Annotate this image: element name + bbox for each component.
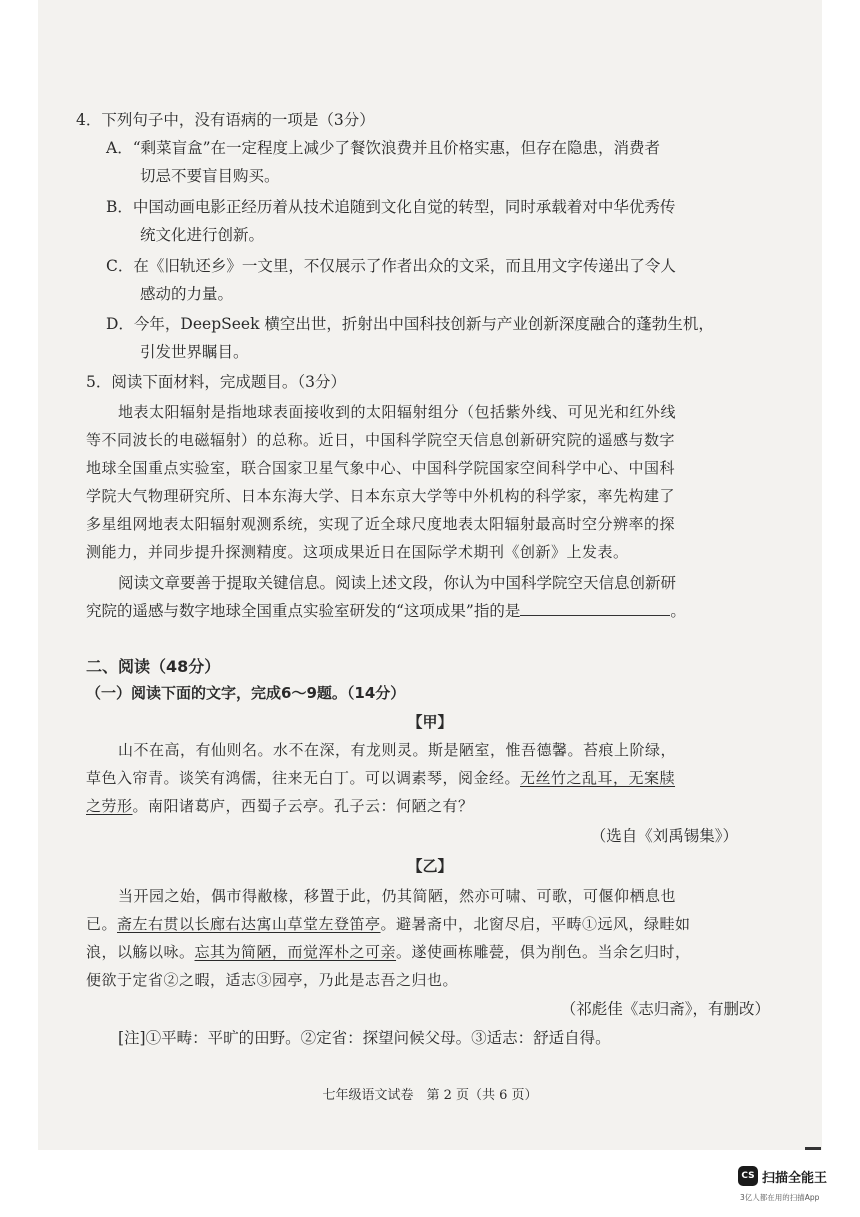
jia-text: 。南阳诸葛庐，西蜀子云亭。孔子云：何陋之有？	[132, 797, 474, 815]
jia-heading: 【甲】	[407, 713, 453, 731]
q5-passage-line: 地表太阳辐射是指地球表面接收到的太阳辐射组分（包括紫外线、可见光和红外线	[118, 403, 677, 421]
section-title: 二、阅读（48分）	[86, 657, 221, 676]
q5-question-period: 。	[670, 602, 686, 620]
jia-line: 山不在高，有仙则名。水不在深，有龙则灵。斯是陋室，惟吾德馨。苔痕上阶绿，	[118, 741, 677, 759]
q5-passage-line: 多星组网地表太阳辐射观测系统，实现了近全球尺度地表太阳辐射最高时空分辨率的探	[86, 515, 676, 533]
jia-source: （选自《刘禹锡集》）	[590, 827, 738, 845]
q4-option-b-line2: 统文化进行创新。	[140, 226, 265, 244]
yi-source: （祁彪佳《志归斋》，有删改）	[560, 1000, 770, 1018]
q5-passage-line: 等不同波长的电磁辐射）的总称。近日，中国科学院空天信息创新研究院的遥感与数字	[86, 431, 676, 449]
yi-heading: 【乙】	[407, 857, 453, 875]
q5-stem: 5．阅读下面材料，完成题目。（3分）	[86, 373, 346, 391]
scan-edge-mark	[805, 1147, 821, 1150]
yi-line	[86, 942, 691, 962]
page-footer: 七年级语文试卷 第 2 页（共 6 页）	[322, 1088, 538, 1103]
yi-line: 当开园之始，偶市得敝椽，移置于此，仍其简陋，然亦可啸、可歌，可偃仰栖息也	[118, 887, 677, 905]
jia-line	[86, 796, 474, 816]
q5-question-text: 究院的遥感与数字地球全国重点实验室研发的“这项成果”指的是	[86, 602, 521, 620]
q4-option-a-line1: A．“剩菜盲盒”在一定程度上减少了餐饮浪费并且价格实惠，但存在隐患，消费者	[106, 139, 661, 157]
q4-option-d-line1: D．今年，DeepSeek 横空出世，折射出中国科技创新与产业创新深度融合的蓬勃生机，	[106, 315, 714, 333]
yi-text: 浪，以觞以咏。	[86, 943, 195, 961]
camscanner-logo-icon: CS	[738, 1166, 758, 1186]
q5-passage-line: 测能力，并同步提升探测精度。这项成果近日在国际学术期刊《创新》上发表。	[86, 543, 629, 561]
q5-passage-line: 学院大气物理研究所、日本东海大学、日本东京大学等中外机构的科学家，率先构建了	[86, 487, 676, 505]
yi-text: 已。	[86, 915, 118, 933]
jia-underlined-text: 无丝竹之乱耳，无案牍	[520, 769, 676, 787]
q4-option-c-line1: C．在《旧轨还乡》一文里，不仅展示了作者出众的文采，而且用文字传递出了令人	[106, 257, 676, 275]
q5-question-line1: 阅读文章要善于提取关键信息。阅读上述文段，你认为中国科学院空天信息创新研	[118, 574, 677, 592]
yi-underlined-text: 忘其为简陋，而觉浑朴之可亲	[194, 943, 397, 961]
jia-text: 草色入帘青。谈笑有鸿儒，往来无白丁。可以调素琴，阅金经。	[86, 769, 521, 787]
yi-text: 。遂使画栋雕甍，俱为削色。当余乞归时，	[396, 943, 691, 961]
q4-option-b-line1: B．中国动画电影正经历着从技术追随到文化自觉的转型，同时承载着对中华优秀传	[106, 198, 676, 216]
q4-option-d-line2: 引发世界瞩目。	[140, 343, 249, 361]
q4-option-a-line2: 切忌不要盲目购买。	[140, 167, 280, 185]
answer-blank[interactable]	[520, 601, 670, 616]
yi-line	[86, 914, 691, 934]
subsection-title: （一）阅读下面的文字，完成6～9题。（14分）	[86, 684, 406, 702]
q4-stem: 4．下列句子中，没有语病的一项是（3分）	[76, 111, 375, 129]
jia-underlined-text: 之劳形	[86, 797, 133, 815]
q5-question-line2	[86, 601, 686, 621]
yi-underlined-text: 斋左右贯以长廊右达寓山草堂左登笛亭	[117, 915, 381, 933]
q5-passage-line: 地球全国重点实验室，联合国家卫星气象中心、中国科学院国家空间科学中心、中国科	[86, 459, 676, 477]
yi-line: 便欲于定省②之暇，适志③园亭，乃此是志吾之归也。	[86, 971, 459, 989]
q4-option-c-line2: 感动的力量。	[140, 285, 234, 303]
watermark-brand: 扫描全能王	[762, 1171, 828, 1186]
jia-line	[86, 768, 675, 788]
yi-text: 。避暑斋中，北窗尽启，平畴①远风，绿畦如	[380, 915, 691, 933]
yi-notes: [注]①平畴：平旷的田野。②定省：探望问候父母。③适志：舒适自得。	[118, 1029, 611, 1047]
watermark-slogan: 3亿人都在用的扫描App	[740, 1193, 820, 1202]
